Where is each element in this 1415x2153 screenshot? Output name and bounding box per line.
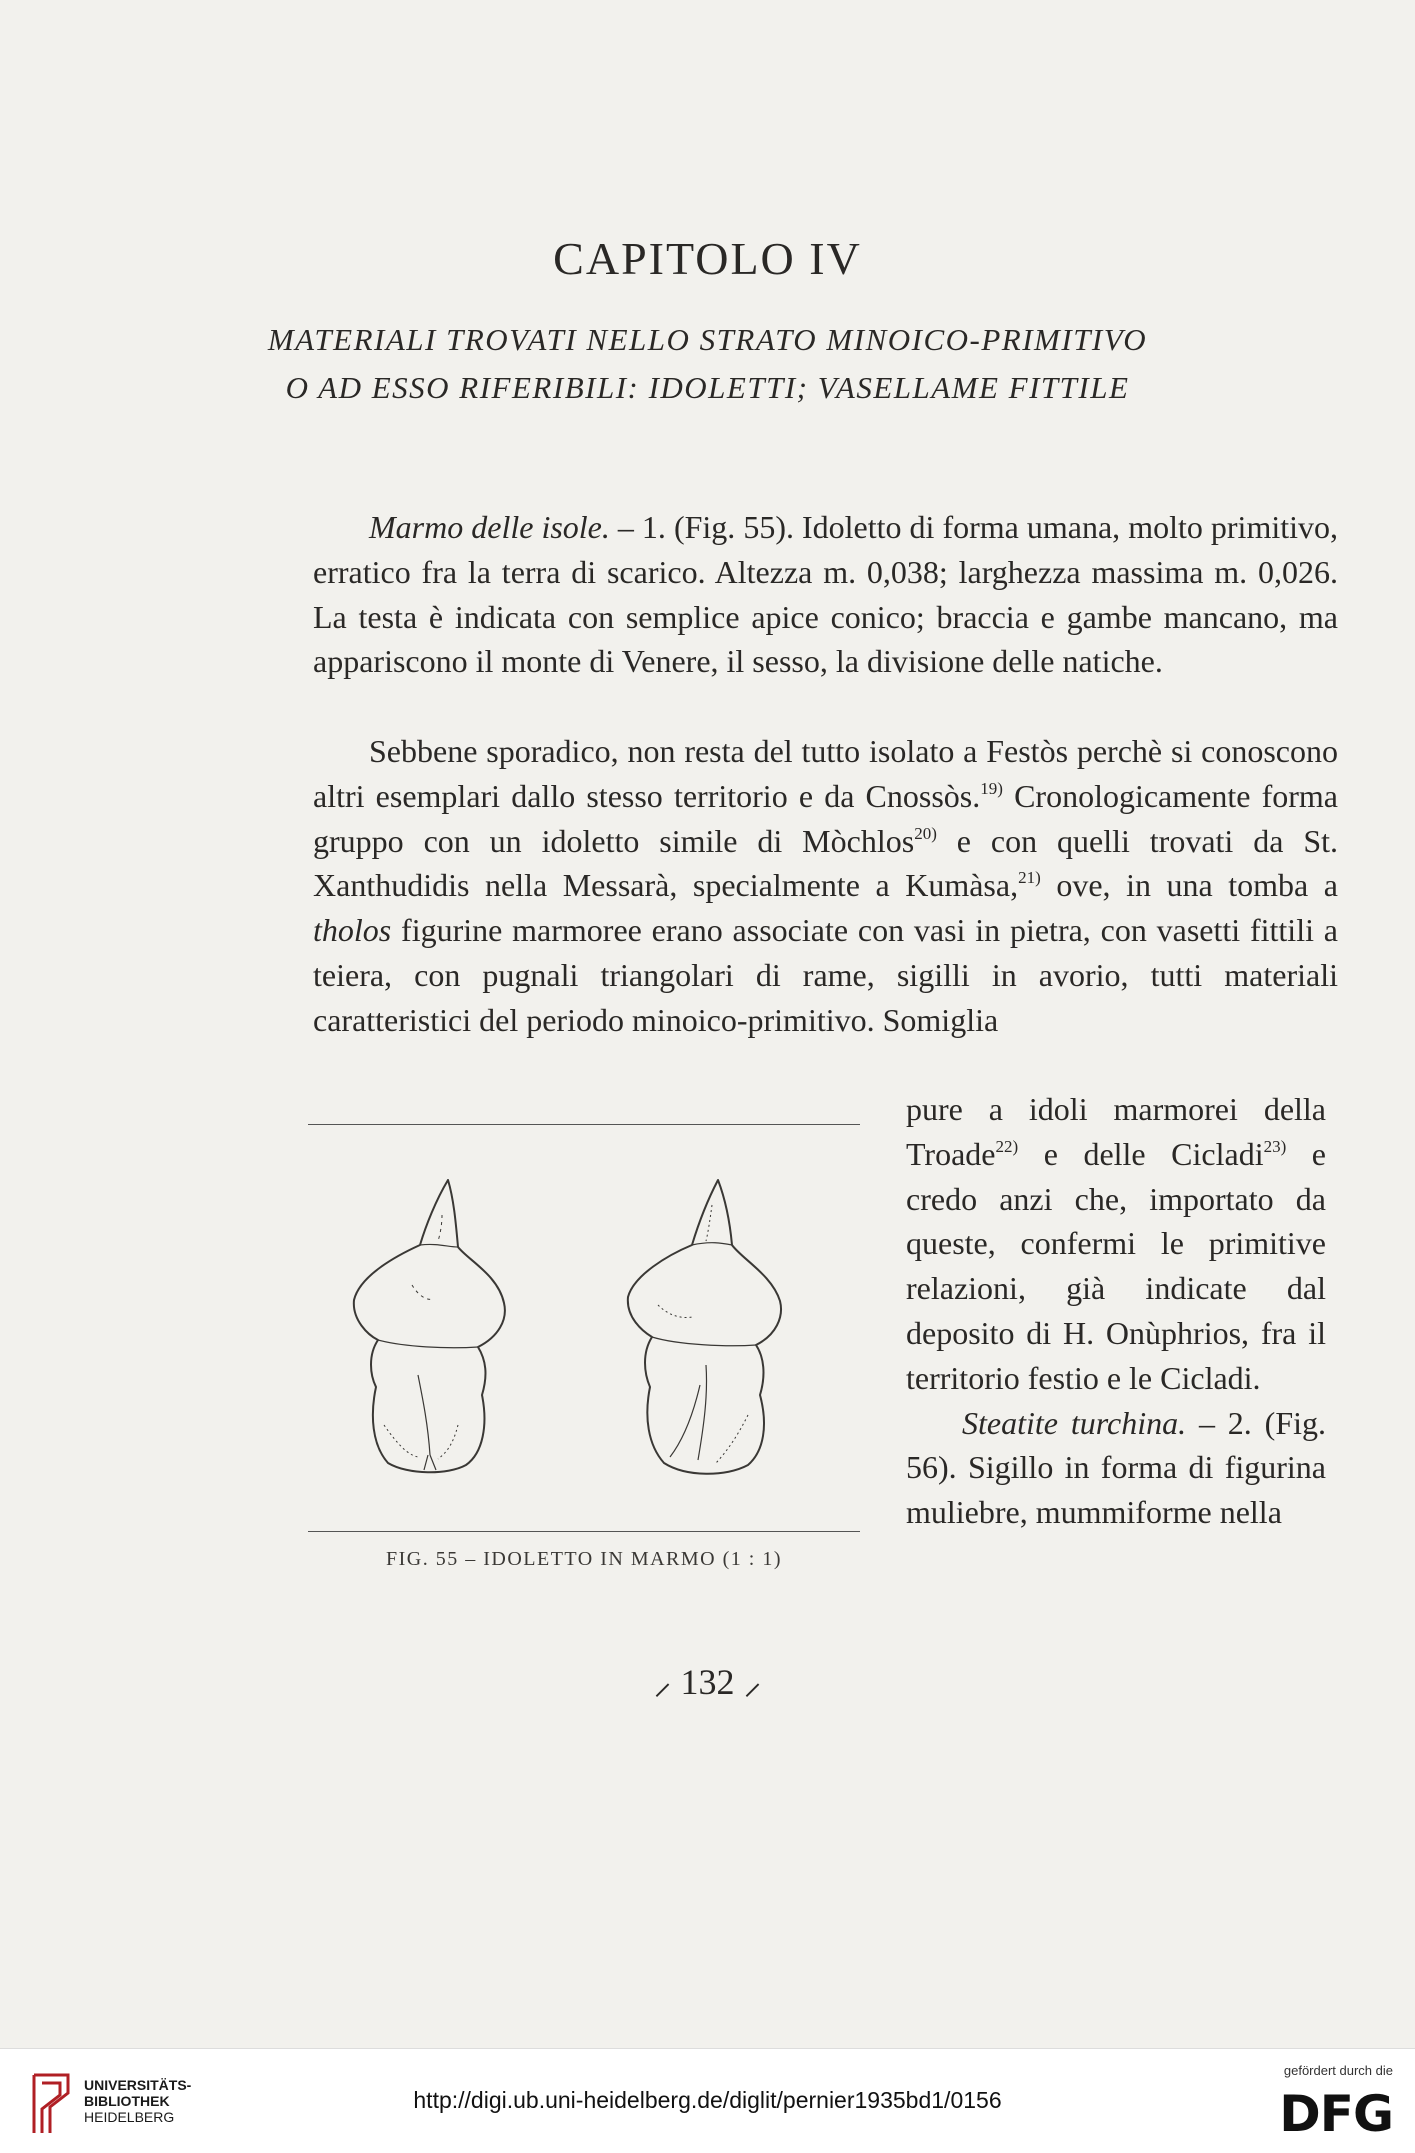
- paragraph-text: ove, in una tomba a: [1040, 867, 1339, 904]
- footnote-ref: 20): [914, 823, 937, 843]
- paragraph-1: [313, 505, 1338, 684]
- footnote-ref: 22): [995, 1136, 1019, 1156]
- figure-55: [308, 1124, 860, 1532]
- library-name-line: UNIVERSITÄTS-: [84, 2077, 192, 2093]
- paragraph-italic: tholos: [313, 912, 392, 949]
- paragraph-2: [313, 729, 1338, 1043]
- side-text: e credo anzi che, importato da queste, confermi le primitive relazioni, già indicate dal deposito di H. Onùphrios, fra il territorio festio e le Cicladi.: [906, 1135, 1327, 1396]
- side-text: – 2. (Fig. 56). Sigillo in forma di figurina muliebre, mummiforme nella: [906, 1404, 1326, 1531]
- subtitle-line-2: O AD ESSO RIFERIBILI: IDOLETTI; VASELLAME FITTILE: [285, 370, 1130, 405]
- subtitle-line-1: MATERIALI TROVATI NELLO STRATO MINOICO-PRIMITIVO: [267, 322, 1148, 357]
- footnote-ref: 19): [980, 778, 1003, 798]
- paragraph-lead: Marmo delle isole.: [369, 509, 610, 545]
- figure-caption: FIG. 55 – IDOLETTO IN MARMO (1 : 1): [386, 1548, 782, 1570]
- page-number: ⸝ 132 ⸝: [653, 1662, 762, 1702]
- side-text: pure a idoli marmorei della Troade: [906, 1091, 1326, 1172]
- library-name-line: HEIDELBERG: [84, 2109, 175, 2125]
- library-name-line: BIBLIOTHEK: [84, 2093, 170, 2109]
- permalink-url[interactable]: http://digi.ub.uni-heidelberg.de/diglit/pernier1935bd1/0156: [413, 2087, 1002, 2113]
- side-column: [906, 1087, 1326, 1535]
- paragraph-text: Sebbene sporadico, non resta del tutto isolato a Festòs perchè si conoscono altri esemplari dallo stesso territorio e da Cnossòs.: [313, 733, 1338, 814]
- footer-bar: [0, 2048, 1415, 2153]
- side-lead: Steatite turchina.: [962, 1404, 1187, 1441]
- paragraph-text: Cronologicamente forma gruppo con un idoletto simile di Mòchlos: [313, 777, 1339, 859]
- figurine-drawing: [308, 1125, 860, 1531]
- footnote-ref: 23): [1263, 1136, 1287, 1156]
- dfg-logo: DFG: [1279, 2085, 1393, 2143]
- figurine-front-outline: [354, 1180, 505, 1472]
- paragraph-text: – 1. (Fig. 55). Idoletto di forma umana, molto primitivo, erratico fra la terra di scarico. Altezza m. 0,038; larghezza massima m. 0,026. La testa è indicata con semplice apice conico; braccia e gambe mancano, ma appariscono il monte di Venere, il sesso, la divisione delle natiche.: [313, 509, 1339, 680]
- funding-note: gefördert durch die: [1283, 2063, 1393, 2078]
- paragraph-text: e con quelli trovati da St. Xanthudidis nella Messarà, specialmente a Kumàsa,: [313, 822, 1339, 904]
- side-text: e delle Cicladi: [1018, 1135, 1264, 1172]
- chapter-title: CAPITOLO IV: [553, 233, 862, 284]
- figurine-back-outline: [628, 1180, 781, 1474]
- footnote-ref: 21): [1018, 868, 1041, 888]
- paragraph-text: figurine marmoree erano associate con vasi in pietra, con vasetti fittili a teiera, con pugnali triangolari di rame, sigilli in avorio, tutti materiali caratteristici del periodo minoico-primitivo. Somiglia: [313, 912, 1338, 1038]
